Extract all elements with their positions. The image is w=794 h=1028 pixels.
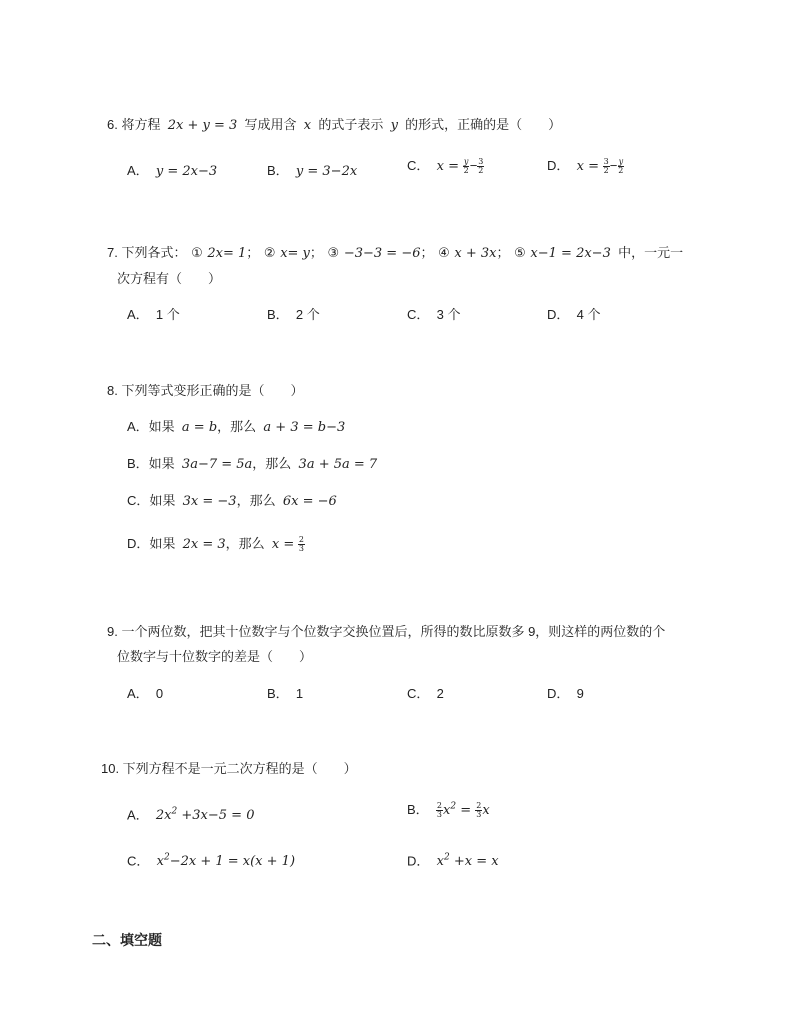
q10-option-d[interactable] — [407, 854, 499, 868]
q7-item-4: x + 3x — [454, 246, 497, 261]
option-result: 6x = −6 — [282, 494, 337, 509]
option-label: B． — [267, 163, 289, 178]
q7-option-b[interactable] — [267, 308, 320, 321]
fraction: $\frac{y}{2}$ — [618, 157, 624, 175]
option-math: $x^2-2x + 1 = x(x + 1)$ — [156, 853, 296, 870]
option-label: A． — [127, 163, 149, 178]
option-math: y = 2x−3 — [155, 164, 218, 179]
option-result: 3a + 5a = 7 — [298, 457, 378, 472]
option-text: 1 — [295, 686, 304, 701]
option-label: A． — [127, 419, 149, 434]
q8-option-d[interactable]: D．如果 2x = 3，那么 x = $\frac{2}{3}$ — [127, 535, 304, 553]
q10-option-a[interactable] — [127, 808, 254, 822]
option-label: C． — [407, 307, 430, 322]
q6-stem — [107, 118, 561, 132]
option-text: 9 — [576, 686, 584, 701]
option-text: 3 个 — [436, 307, 461, 322]
fraction: $\frac{y}{2}$ — [463, 157, 469, 175]
q9-stem-line1: 9. 一个两位数，把其十位数字与个位数字交换位置后，所得的数比原数多 9，则这样的两位数的个 — [107, 624, 666, 639]
fraction: $\frac{2}{3}$ — [436, 801, 442, 819]
q7-prefix: 7. 下列各式： — [107, 245, 187, 260]
q6-stem-var-y: y — [390, 118, 398, 133]
option-result: a + 3 = b−3 — [263, 420, 346, 435]
option-math: $x^2 +x = x$ — [436, 853, 499, 870]
option-label: D． — [127, 535, 150, 551]
option-label: A． — [127, 807, 149, 823]
option-math: x = — [576, 158, 599, 174]
option-text: 2 — [436, 686, 444, 701]
q6-stem-prefix: 6. 将方程 — [107, 117, 161, 132]
q6-stem-mid2: 的式子表示 — [318, 117, 384, 132]
q8-stem: 8. 下列等式变形正确的是（ ） — [107, 383, 304, 398]
q6-option-a[interactable] — [127, 164, 217, 178]
option-label: C． — [407, 157, 430, 173]
option-text: 0 — [155, 686, 164, 701]
option-label: D． — [547, 686, 570, 701]
option-text: 1 个 — [155, 307, 180, 322]
option-condition: 3x = −3 — [182, 494, 237, 509]
fraction: $\frac{2}{3}$ — [298, 535, 304, 553]
q9-option-c[interactable] — [407, 687, 444, 700]
option-condition: a = b — [181, 420, 218, 435]
q8-option-c[interactable]: C．如果 3x = −3，那么 6x = −6 — [127, 493, 337, 509]
q6-stem-suffix: 的形式，正确的是（ ） — [405, 117, 562, 132]
option-label: C． — [127, 493, 150, 508]
option-label: C． — [127, 853, 150, 869]
option-result: x = — [271, 536, 295, 552]
option-math: $2x^2 +3x-5 = 0$ — [155, 807, 255, 824]
option-label: D． — [407, 853, 430, 869]
circled-5: ⑤ — [514, 245, 526, 260]
q7-item-3: −3−3 = −6 — [343, 246, 421, 261]
option-label: B． — [127, 456, 149, 471]
q9-stem-line2: 位数字与十位数字的差是（ ） — [117, 649, 313, 664]
q6-stem-mid: 写成用含 — [244, 117, 297, 132]
circled-1: ① — [191, 245, 203, 260]
q7-option-a[interactable] — [127, 308, 180, 321]
fraction: $\frac{3}{2}$ — [478, 157, 484, 175]
option-label: D． — [547, 157, 570, 173]
option-condition: 2x = 3 — [182, 536, 226, 552]
option-label: B． — [267, 307, 289, 322]
option-label: B． — [407, 801, 429, 817]
circled-2: ② — [263, 245, 276, 260]
option-label: B． — [267, 686, 289, 701]
q9-option-b[interactable] — [267, 687, 303, 700]
option-text: 2 个 — [295, 307, 320, 322]
option-math: y = 3−2x — [295, 164, 358, 179]
option-condition: 3a−7 = 5a — [181, 457, 253, 472]
q10-option-b[interactable]: B． $\frac{2}{3}$ $x^2$ = $\frac{2}{3}$ x — [407, 801, 490, 819]
q7-item-1: 2x= 1 — [207, 246, 247, 261]
q7-stem-line2: 次方程有（ ） — [117, 271, 222, 286]
q7-stem-line1: 7. 下列各式： ① 2x= 1； ② x= y； ③ −3−3 = −6； ④ x + 3x； ⑤ x−1 = 2x−3 中，一元一 — [107, 245, 684, 261]
q7-option-c[interactable] — [407, 308, 460, 321]
option-label: A． — [127, 686, 149, 701]
q6-option-b[interactable] — [267, 164, 357, 178]
fraction: $\frac{3}{2}$ — [603, 157, 609, 175]
option-label: D． — [547, 307, 570, 322]
option-label: C． — [407, 686, 430, 701]
fraction: $\frac{2}{3}$ — [476, 801, 482, 819]
section-2-title: 二、填空题 — [92, 932, 162, 948]
option-math: $x^2$ = — [443, 801, 476, 818]
q7-item-2: x= y — [280, 246, 310, 261]
option-math: x = — [436, 158, 459, 174]
option-text: 4 个 — [576, 307, 601, 322]
q9-option-d[interactable] — [547, 687, 584, 700]
q7-item-5: x−1 = 2x−3 — [530, 246, 611, 261]
q10-stem: 10. 下列方程不是一元二次方程的是（ ） — [101, 761, 357, 776]
q7-suffix: 中，一元一 — [618, 245, 684, 260]
q10-option-c[interactable] — [127, 854, 295, 868]
q6-stem-var-x: x — [303, 118, 312, 133]
q6-stem-equation: 2x + y = 3 — [167, 118, 238, 133]
q7-option-d[interactable] — [547, 308, 600, 321]
circled-4: ④ — [438, 245, 450, 260]
q6-option-c[interactable]: C． x = $\frac{y}{2}$ − $\frac{3}{2}$ — [407, 157, 484, 175]
q9-option-a[interactable] — [127, 687, 163, 700]
circled-3: ③ — [327, 245, 340, 260]
q8-option-a[interactable]: A．如果 a = b，那么 a + 3 = b−3 — [127, 419, 346, 435]
option-label: A． — [127, 307, 149, 322]
q8-option-b[interactable]: B．如果 3a−7 = 5a，那么 3a + 5a = 7 — [127, 456, 378, 472]
q6-option-d[interactable]: D． x = $\frac{3}{2}$ − $\frac{y}{2}$ — [547, 157, 624, 175]
